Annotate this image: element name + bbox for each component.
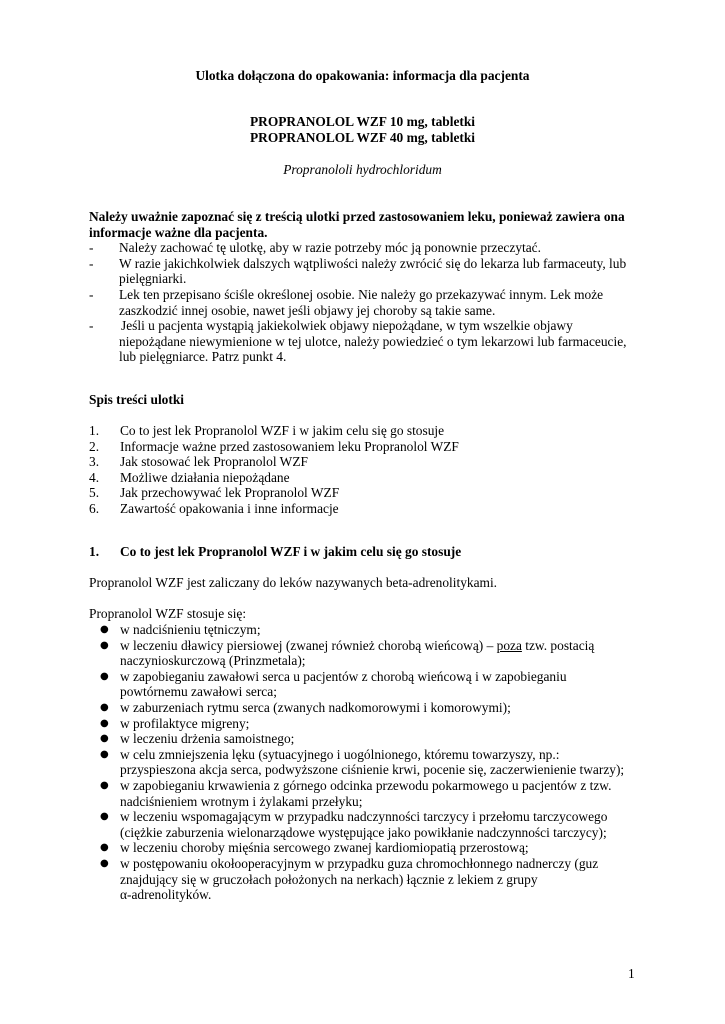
list-item: ● w nadciśnieniu tętniczym; bbox=[100, 622, 261, 637]
toc-item[interactable]: 4. Możliwe działania niepożądane bbox=[89, 469, 290, 485]
bullet-icon: ● bbox=[100, 811, 109, 823]
list-item: ● w profilaktyce migreny; bbox=[100, 715, 250, 731]
bullet-icon: ● bbox=[100, 670, 109, 682]
list-item: ● w leczeniu wspomagającym w przypadku nadczynności tarczycy i przełomu tarczycowego (ciężkie zaburzenia wielonarządowe występujące jako powikłanie nadczynności tarczycy); bbox=[100, 809, 608, 840]
toc-item[interactable]: 1. Co to jest lek Propranolol WZF i w jakim celu się go stosuje bbox=[89, 423, 445, 438]
warning-heading-line1: Należy uważnie zapoznać się z treścią ulotki przed zastosowaniem leku, ponieważ zawiera ona bbox=[89, 209, 625, 224]
bullet-icon: ● bbox=[100, 701, 109, 713]
dash-marker: - bbox=[89, 255, 94, 271]
section1-heading: 1. Co to jest lek Propranolol WZF i w jakim celu się go stosuje bbox=[89, 544, 462, 559]
active-substance: Propranololi hydrochloridum bbox=[283, 162, 442, 177]
section1-uses-label: Propranolol WZF stosuje się: bbox=[89, 606, 247, 621]
list-item: ● w celu zmniejszenia lęku (sytuacyjnego i uogólnionego, któremu towarzyszy, np.: przyspieszona akcja serca, podwyższone ciśnienie krwi, pocenie się, zaczerwienienie twarzy); bbox=[100, 746, 625, 778]
product-name-40mg: PROPRANOLOL WZF 40 mg, tabletki bbox=[249, 130, 476, 145]
list-item: ● w postępowaniu okołooperacyjnym w przypadku guza chromochłonnego nadnerczy (guz znajdujący się w gruczołach położonych na nerkach) łącznie z lekiem z grupy α-adrenolityków. bbox=[100, 855, 599, 903]
leaflet-title: Ulotka dołączona do opakowania: informacja dla pacjenta bbox=[195, 68, 530, 83]
page-number: 1 bbox=[628, 966, 635, 981]
toc-item[interactable]: 6. Zawartość opakowania i inne informacje bbox=[89, 500, 339, 516]
bullet-icon: ● bbox=[100, 733, 109, 745]
warning-block bbox=[89, 209, 649, 365]
warning-item: - Lek ten przepisano ściśle określonej osobie. Nie należy go przekazywać innym. Lek może zaszkodzić innej osobie, nawet jeśli objawy jej choroby są takie same. bbox=[89, 286, 604, 318]
dash-marker: - bbox=[89, 286, 94, 302]
bullet-icon: ● bbox=[100, 779, 109, 791]
underlined-word: poza bbox=[496, 637, 522, 653]
list-item: ● w zapobieganiu krwawienia z górnego odcinka przewodu pokarmowego u pacjentów z tzw. nadciśnieniem wrotnym i żylakami przełyku; bbox=[100, 777, 612, 809]
list-item: ● w leczeniu choroby mięśnia sercowego zwanej kardiomiopatią przerostową; bbox=[100, 840, 529, 856]
bullet-icon: ● bbox=[100, 717, 109, 729]
warning-item: - W razie jakichkolwiek dalszych wątpliwości należy zwrócić się do lekarza lub farmaceuty, lub pielęgniarki. bbox=[89, 255, 627, 287]
bullet-icon: ● bbox=[100, 639, 109, 651]
bullet-icon: ● bbox=[100, 748, 109, 760]
list-item: ● w zaburzeniach rytmu serca (zwanych nadkomorowymi i komorowymi); bbox=[100, 699, 511, 715]
dash-marker: - bbox=[89, 318, 94, 334]
toc-list bbox=[89, 423, 649, 517]
toc-item[interactable]: 5. Jak przechowywać lek Propranolol WZF bbox=[89, 485, 340, 501]
bullet-icon: ● bbox=[100, 842, 109, 854]
section1-uses-list bbox=[100, 622, 645, 903]
list-item: ● w leczeniu drżenia samoistnego; bbox=[100, 731, 295, 747]
dash-marker: - bbox=[89, 240, 94, 256]
section1-intro: Propranolol WZF jest zaliczany do leków nazywanych beta-adrenolitykami. bbox=[89, 575, 498, 590]
list-item: ● w zapobieganiu zawałowi serca u pacjentów z chorobą wieńcową i w zapobieganiu powtórnemu zawałowi serca; bbox=[100, 668, 567, 700]
product-name-10mg: PROPRANOLOL WZF 10 mg, tabletki bbox=[249, 114, 476, 129]
bullet-icon: ● bbox=[100, 857, 109, 869]
warning-item: - Jeśli u pacjenta wystąpią jakiekolwiek objawy niepożądane, w tym wszelkie objawy niepożądane niewymienione w tej ulotce, należy powiedzieć o tym lekarzowi lub farmaceucie, lub pielęgniarce. Patrz punkt 4. bbox=[89, 318, 627, 365]
toc-item[interactable]: 2. Informacje ważne przed zastosowaniem leku Propranolol WZF bbox=[89, 438, 459, 454]
toc-heading: Spis treści ulotki bbox=[89, 392, 184, 407]
list-item: ● w leczeniu dławicy piersiowej (zwanej również chorobą wieńcową) – poza tzw. postacią naczynioskurczową (Prinzmetala); bbox=[100, 637, 595, 669]
toc-item[interactable]: 3. Jak stosować lek Propranolol WZF bbox=[89, 454, 308, 470]
warning-item: - Należy zachować tę ulotkę, aby w razie potrzeby móc ją ponownie przeczytać. bbox=[89, 240, 541, 256]
bullet-icon: ● bbox=[100, 624, 109, 635]
warning-heading-line2: informacje ważne dla pacjenta. bbox=[89, 224, 268, 240]
